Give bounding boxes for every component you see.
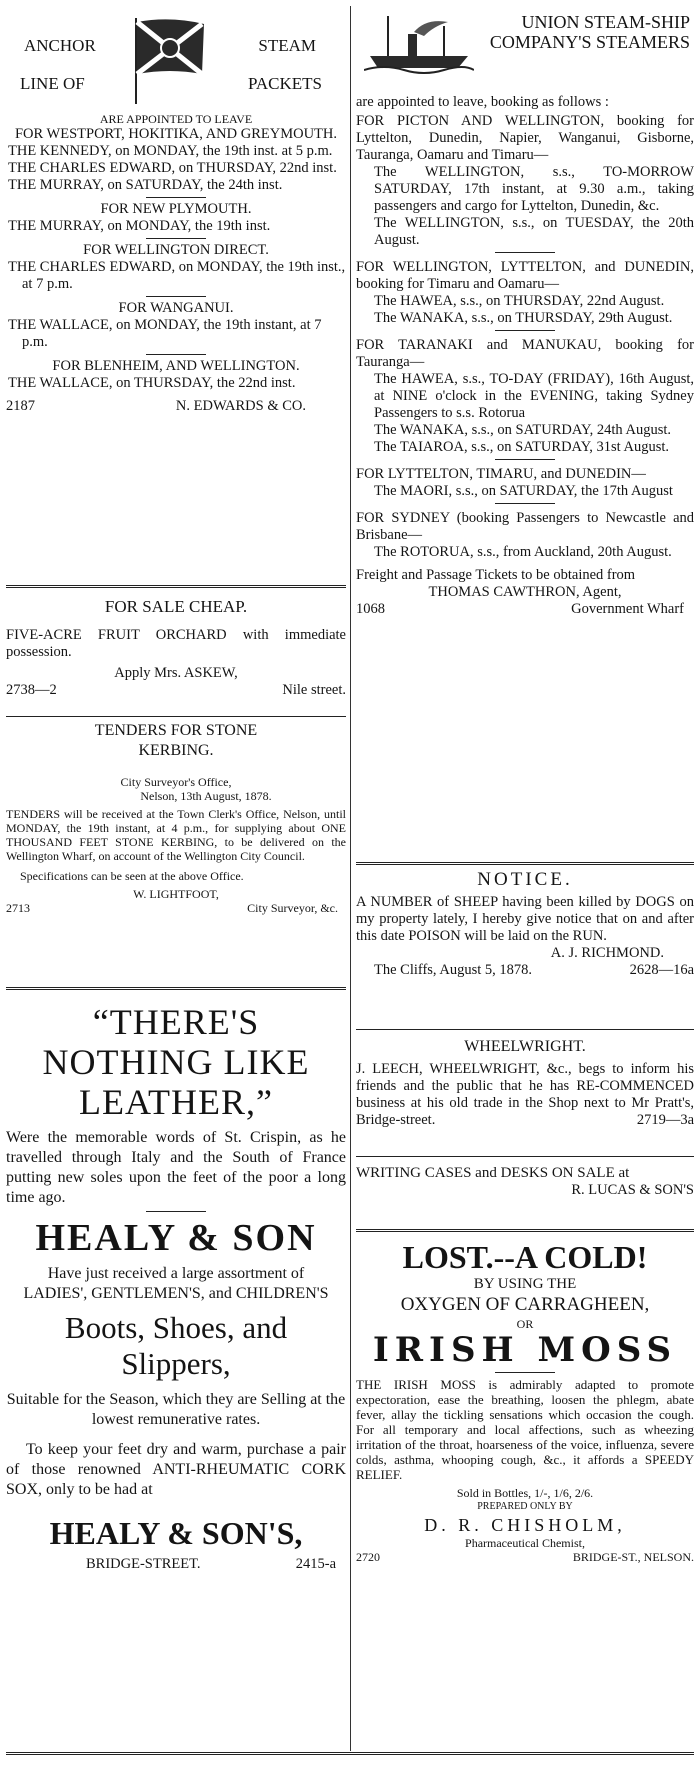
section-rule (6, 716, 346, 717)
tenders-office: City Surveyor's Office, (120, 775, 232, 789)
notice-place: The Cliffs, August 5, 1878. (374, 962, 533, 978)
cold-body: THE IRISH MOSS is admirably adapted to promote expectoration, ease the breathing, loosen the phlegm, abate fever, allay the tickling sensations which occasion the cough. For all temporary and local affections, such as wheezing irritation of the throat, hoarseness of the voice, influenza, severe colds, asthma, whooping cough, &c., it affords a SPEEDY RELIEF. (356, 1377, 694, 1482)
sale-street: Nile street. (282, 682, 346, 698)
anchor-sailing-1: THE KENNEDY, on MONDAY, the 19th inst. at 5 p.m. (8, 143, 333, 159)
steamship-icon (364, 12, 474, 74)
for-sale-ad (6, 598, 346, 716)
healy-street: BRIDGE-STREET. (86, 1556, 201, 1572)
wheelwright-ad (356, 1038, 694, 1156)
cold-moss: IRISH MOSS (372, 1330, 678, 1370)
union-freight: Freight and Passage Tickets to be obtained from (356, 567, 636, 583)
cold-or: OR (516, 1317, 534, 1331)
union-route-1a: The WELLINGTON, s.s., TO-MORROW SATURDAY, 17th instant, at 9.30 a.m., taking passengers and cargo for Lyttelton, Dunedin, &c. (374, 164, 694, 214)
healy-firm: HEALY & SON (35, 1217, 317, 1259)
anchor-line-ad (6, 6, 346, 581)
cold-address: BRIDGE-ST., NELSON. (572, 1550, 694, 1564)
anchor-sailing-2: THE CHARLES EDWARD, on THURSDAY, 22nd inst. (8, 160, 337, 176)
tenders-ref: 2713 (6, 901, 30, 915)
notice-ref: 2628—16a (629, 962, 694, 978)
anchor-route-1: FOR WESTPORT, HOKITIKA, AND GREYMOUTH. (14, 126, 338, 142)
notice-heading: NOTICE. (477, 869, 573, 890)
union-route-2: FOR WELLINGTON, LYTTELTON, and DUNEDIN, booking for Timaru and Oamaru— (356, 259, 694, 292)
union-steamship-ad (356, 6, 694, 858)
union-route-5a: The ROTORUA, s.s., from Auckland, 20th August. (374, 544, 672, 560)
section-rule (356, 862, 694, 865)
tenders-ad (6, 721, 346, 983)
anchor-top-right: STEAM (258, 36, 316, 55)
notice-body: A NUMBER of SHEEP having been killed by DOGS on my property lately, I hereby give notice that on and after this date POISON will be laid on the RUN. (356, 894, 694, 944)
divider (146, 1211, 206, 1212)
anchor-sailing-6: THE WALLACE, on MONDAY, the 19th instant, at 7 p.m. (8, 317, 322, 350)
anchor-flag-icon (130, 16, 208, 104)
irish-moss-ad (356, 1238, 694, 1628)
anchor-route-3: FOR WELLINGTON DIRECT. (83, 242, 269, 258)
wheel-heading: WHEELWRIGHT. (464, 1038, 586, 1055)
anchor-ref: 2187 (6, 398, 35, 414)
anchor-route-5: FOR BLENHEIM, AND WELLINGTON. (52, 358, 300, 374)
sale-ref: 2738—2 (6, 682, 57, 698)
anchor-route-4: FOR WANGANUI. (118, 300, 234, 316)
union-route-3: FOR TARANAKI and MANUKAU, booking for Tauranga— (356, 337, 694, 370)
writing-body: WRITING CASES and DESKS ON SALE at (356, 1165, 630, 1181)
anchor-bottom-left: LINE OF (20, 74, 85, 93)
section-rule (356, 1229, 694, 1232)
cold-prepared: PREPARED ONLY BY (477, 1501, 573, 1512)
writing-firm: R. LUCAS & SON'S (571, 1182, 694, 1198)
cold-sold: Sold in Bottles, 1/-, 1/6, 2/6. (456, 1486, 594, 1500)
section-rule (356, 1156, 694, 1157)
left-column (6, 6, 346, 1572)
union-route-3a: The HAWEA, s.s., TO-DAY (FRIDAY), 16th August, at NINE o'clock in the EVENING, taking Sydney Passengers to s.s. Rotorua (374, 371, 694, 421)
tenders-spec: Specifications can be seen at the above Office. (20, 869, 244, 883)
union-heading: UNION STEAM-SHIP COMPANY'S STEAMERS (489, 12, 690, 52)
union-route-5: FOR SYDNEY (booking Passengers to Newcastle and Brisbane— (356, 510, 694, 543)
divider (146, 354, 206, 355)
divider (495, 459, 555, 460)
healy-keep: To keep your feet dry and warm, purchase a pair of those renowned ANTI-RHEUMATIC CORK SOX, only to be had at (6, 1441, 346, 1498)
anchor-sailing-4: THE MURRAY, on MONDAY, the 19th inst. (8, 218, 271, 234)
section-rule (6, 585, 346, 588)
cold-chemist: D. R. CHISHOLM, (424, 1515, 626, 1535)
union-route-2a: The HAWEA, s.s., on THURSDAY, 22nd August. (374, 293, 665, 309)
union-ref: 1068 (356, 601, 385, 617)
anchor-agent: N. EDWARDS & CO. (175, 398, 306, 414)
healy-son-ad (6, 1002, 346, 1572)
cold-title: Pharmaceutical Chemist, (465, 1536, 585, 1550)
bottom-rule (6, 1752, 694, 1755)
healy-shop: HEALY & SON'S, (49, 1515, 303, 1551)
cold-by: BY USING THE (473, 1276, 577, 1292)
anchor-bottom-right: PACKETS (247, 74, 322, 93)
healy-received: Have just received a large assortment of LADIES', GENTLEMEN'S, and CHILDREN'S (23, 1265, 329, 1302)
anchor-top-left: ANCHOR (24, 36, 96, 55)
healy-goods: Boots, Shoes, and Slippers, (64, 1310, 288, 1381)
divider (146, 238, 206, 239)
tenders-body: TENDERS will be received at the Town Clerk's Office, Nelson, until MONDAY, the 19th instant, at 4 p.m., for supplying about ONE THOUSAND FEET STONE KERBING, to be delivered on the Wellington Wharf, on account of the Wellington City Council. (6, 807, 346, 863)
divider (495, 330, 555, 331)
union-route-3b: The WANAKA, s.s., on SATURDAY, 24th August. (374, 422, 672, 438)
notice-ad (356, 871, 694, 1029)
anchor-sailing-5: THE CHARLES EDWARD, on MONDAY, the 19th inst., at 7 p.m. (8, 259, 346, 292)
sale-apply: Apply Mrs. ASKEW, (114, 665, 238, 681)
writing-cases-ad (356, 1165, 694, 1225)
divider (146, 296, 206, 297)
union-route-1b: The WELLINGTON, s.s., on TUESDAY, the 20th August. (374, 215, 694, 248)
notice-signed: A. J. RICHMOND. (550, 945, 664, 961)
wheel-ref: 2719—3a (636, 1112, 694, 1128)
divider (495, 503, 555, 504)
healy-season: Suitable for the Season, which they are Selling at the lowest remunerative rates. (6, 1391, 346, 1428)
sale-heading: FOR SALE CHEAP. (104, 597, 248, 616)
tenders-signed: W. LIGHTFOOT, (133, 887, 219, 901)
section-rule (356, 1029, 694, 1030)
cold-ref: 2720 (356, 1550, 380, 1564)
anchor-sailing-3: THE MURRAY, on SATURDAY, the 24th inst. (8, 177, 283, 193)
cold-headline: LOST.--A COLD! (402, 1239, 648, 1275)
tenders-title: City Surveyor, &c. (247, 901, 338, 915)
anchor-route-2: FOR NEW PLYMOUTH. (100, 201, 252, 217)
union-route-4a: The MAORI, s.s., on SATURDAY, the 17th August (374, 483, 673, 499)
divider (495, 252, 555, 253)
leather-intro: Were the memorable words of St. Crispin, as he travelled through Italy and the South of France putting new soles upon the feet of the poor a long time ago. (6, 1129, 346, 1206)
healy-ref: 2415-a (295, 1556, 336, 1572)
divider (146, 197, 206, 198)
wheel-body: J. LEECH, WHEELWRIGHT, &c., begs to inform his friends and the public that he has RE-COMMENCED business at his old trade in the Shop next to Mr Pratt's, Bridge-street. (356, 1061, 694, 1128)
leather-headline: “THERE'S NOTHING LIKE LEATHER,” (42, 1002, 310, 1122)
anchor-sailing-7: THE WALLACE, on THURSDAY, the 22nd inst. (8, 375, 296, 391)
section-rule (6, 987, 346, 990)
tenders-heading: TENDERS FOR STONE KERBING. (94, 722, 258, 759)
cold-oxygen: OXYGEN OF CARRAGHEEN, (400, 1294, 650, 1315)
tenders-date: Nelson, 13th August, 1878. (140, 789, 272, 803)
union-subheading: are appointed to leave, booking as follows : (356, 94, 609, 110)
anchor-appointed: ARE APPOINTED TO LEAVE (99, 112, 253, 126)
union-route-4: FOR LYTTELTON, TIMARU, and DUNEDIN— (356, 466, 646, 482)
column-divider (350, 6, 351, 1751)
right-column (356, 6, 694, 1628)
union-agent: THOMAS CAWTHRON, Agent, (428, 584, 622, 600)
sale-body: FIVE-ACRE FRUIT ORCHARD with immediate possession. (6, 627, 346, 660)
union-route-2b: The WANAKA, s.s., on THURSDAY, 29th August. (374, 310, 673, 326)
union-route-3c: The TAIAROA, s.s., on SATURDAY, 31st August. (374, 439, 670, 455)
union-route-1: FOR PICTON AND WELLINGTON, booking for Lyttelton, Dunedin, Napier, Wanganui, Gisborne, Tauranga, Oamaru and Timaru— (356, 113, 694, 163)
divider (495, 1372, 555, 1373)
union-wharf: Government Wharf (571, 601, 684, 617)
